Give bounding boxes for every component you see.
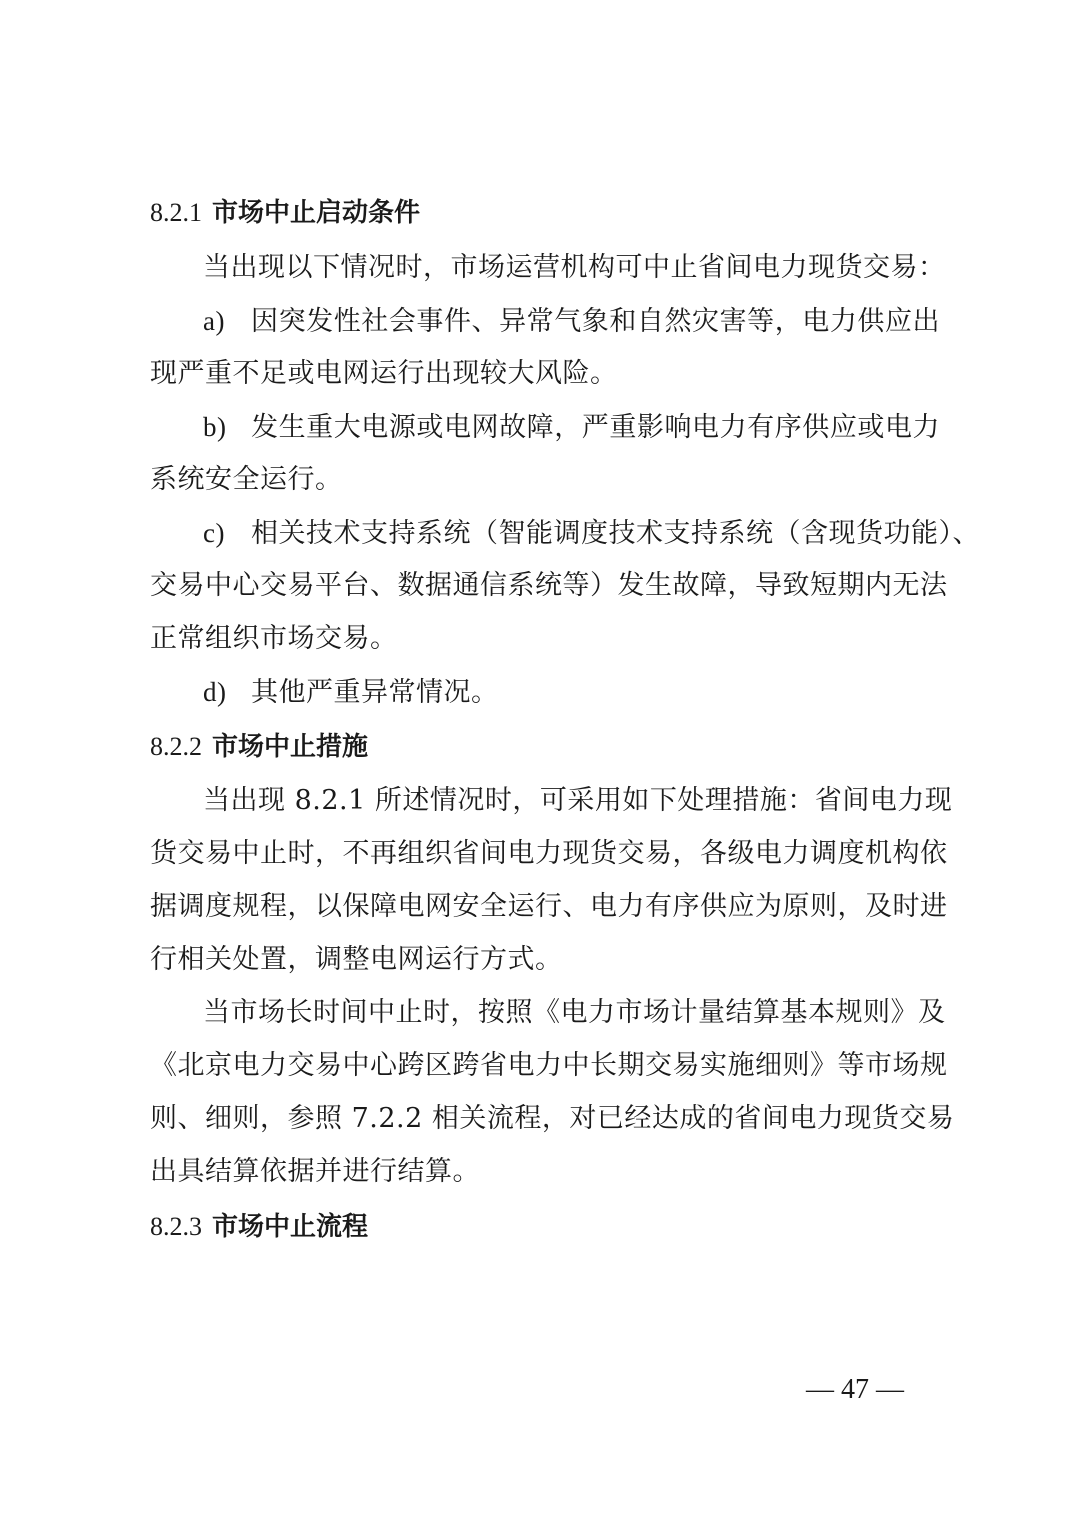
paragraph-line: 出具结算依据并进行结算。 <box>150 1156 480 1187</box>
list-item-a-continuation: 现严重不足或电网运行出现较大风险。 <box>150 358 618 389</box>
list-marker: b) <box>203 412 227 442</box>
section-heading-8-2-1 <box>150 193 420 233</box>
section-heading-8-2-2 <box>150 727 368 767</box>
paragraph-line: 则、细则，参照 7.2.2 相关流程，对已经达成的省间电力现货交易 <box>150 1103 955 1134</box>
list-item-b <box>203 407 940 447</box>
paragraph-line: 货交易中止时，不再组织省间电力现货交易，各级电力调度机构依 <box>150 838 948 869</box>
paragraph-line: 行相关处置，调整电网运行方式。 <box>150 944 563 975</box>
section-title: 市场中止措施 <box>212 732 369 762</box>
list-item-text: 发生重大电源或电网故障，严重影响电力有序供应或电力 <box>251 412 940 443</box>
list-item-b-continuation: 系统安全运行。 <box>150 464 343 495</box>
list-item-d <box>203 672 940 712</box>
list-item-a <box>203 301 940 341</box>
list-item-text: 相关技术支持系统（智能调度技术支持系统（含现货功能）、 <box>251 518 980 549</box>
list-marker: d) <box>203 677 227 707</box>
list-marker: c) <box>203 518 225 548</box>
section-title: 市场中止流程 <box>212 1212 369 1242</box>
list-marker: a) <box>203 306 225 336</box>
section-number: 8.2.1 <box>150 198 202 227</box>
paragraph-line: 据调度规程，以保障电网安全运行、电力有序供应为原则，及时进 <box>150 891 948 922</box>
section-title: 市场中止启动条件 <box>212 198 421 228</box>
list-item-c-continuation: 交易中心交易平台、数据通信系统等）发生故障，导致短期内无法 <box>150 570 948 601</box>
section-number: 8.2.3 <box>150 1212 202 1241</box>
section-heading-8-2-3 <box>150 1207 368 1247</box>
list-item-c-continuation: 正常组织市场交易。 <box>150 623 398 654</box>
list-item-c <box>203 513 980 553</box>
paragraph-line: 当市场长时间中止时，按照《电力市场计量结算基本规则》及 <box>203 997 946 1028</box>
list-item-text: 因突发性社会事件、异常气象和自然灾害等，电力供应出 <box>251 306 940 337</box>
paragraph-line: 《北京电力交易中心跨区跨省电力中长期交易实施细则》等市场规 <box>150 1050 948 1081</box>
paragraph-line: 当出现 8.2.1 所述情况时，可采用如下处理措施：省间电力现 <box>203 785 953 816</box>
page-number: — 47 — <box>806 1374 904 1405</box>
section-number: 8.2.2 <box>150 732 202 761</box>
paragraph-intro: 当出现以下情况时，市场运营机构可中止省间电力现货交易： <box>203 252 946 283</box>
list-item-text: 其他严重异常情况。 <box>251 677 499 708</box>
